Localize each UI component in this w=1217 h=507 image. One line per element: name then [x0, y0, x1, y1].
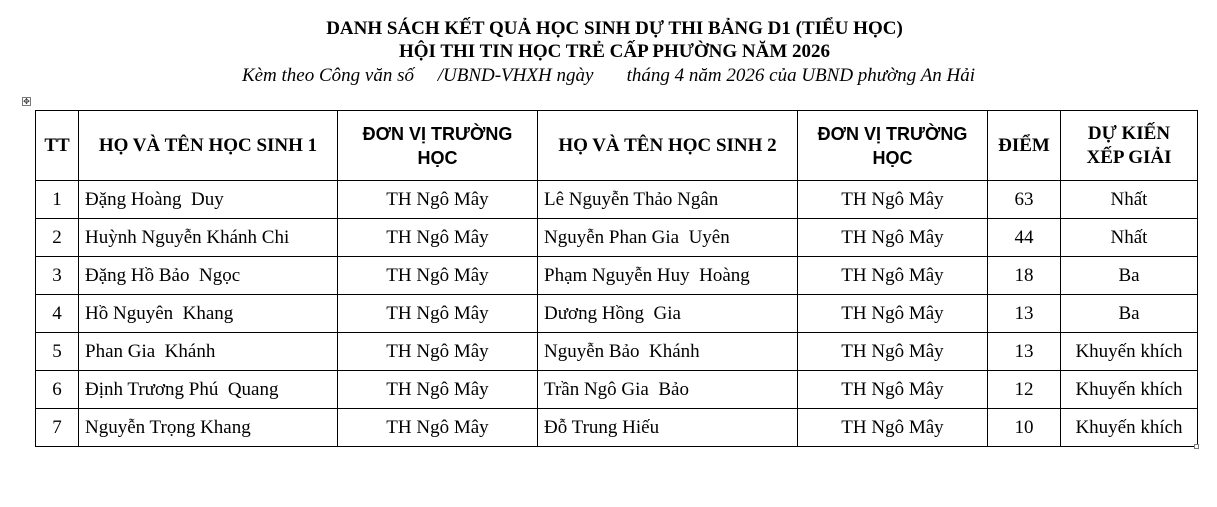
- header-score: ĐIỂM: [988, 111, 1061, 181]
- header-student2-name: HỌ VÀ TÊN HỌC SINH 2: [538, 111, 798, 181]
- row-award: Ba: [1061, 257, 1198, 295]
- row-student1-name: Hồ Nguyên Khang: [79, 295, 338, 333]
- row-award: Ba: [1061, 295, 1198, 333]
- row-student1-name: Đặng Hồ Bảo Ngọc: [79, 257, 338, 295]
- row-score: 12: [988, 371, 1061, 409]
- row-score: 44: [988, 219, 1061, 257]
- row-student1-name: Đặng Hoàng Duy: [79, 181, 338, 219]
- row-school2: TH Ngô Mây: [798, 257, 988, 295]
- document-subtitle-title: HỘI THI TIN HỌC TRẺ CẤP PHƯỜNG NĂM 2026: [398, 41, 831, 62]
- row-school2: TH Ngô Mây: [798, 219, 988, 257]
- table-resize-handle[interactable]: [1194, 444, 1199, 449]
- row-tt: 5: [36, 333, 79, 371]
- row-tt: 1: [36, 181, 79, 219]
- table-row: [36, 257, 1198, 295]
- row-award: Khuyến khích: [1061, 371, 1198, 409]
- row-student2-name: Nguyễn Bảo Khánh: [538, 333, 798, 371]
- table-row: [36, 295, 1198, 333]
- row-award: Khuyến khích: [1061, 333, 1198, 371]
- row-school1: TH Ngô Mây: [338, 219, 538, 257]
- row-student2-name: Nguyễn Phan Gia Uyên: [538, 219, 798, 257]
- row-score: 13: [988, 295, 1061, 333]
- results-table: [35, 110, 1198, 447]
- row-school1: TH Ngô Mây: [338, 371, 538, 409]
- table-row: [36, 371, 1198, 409]
- header-student1-name: HỌ VÀ TÊN HỌC SINH 1: [79, 111, 338, 181]
- row-student2-name: Dương Hồng Gia: [538, 295, 798, 333]
- row-student2-name: Phạm Nguyễn Huy Hoàng: [538, 257, 798, 295]
- row-score: 63: [988, 181, 1061, 219]
- row-score: 10: [988, 409, 1061, 447]
- row-school1: TH Ngô Mây: [338, 181, 538, 219]
- row-school2: TH Ngô Mây: [798, 371, 988, 409]
- row-school2: TH Ngô Mây: [798, 181, 988, 219]
- table-row: [36, 409, 1198, 447]
- header-school2: ĐƠN VỊ TRƯỜNG HỌC: [798, 111, 988, 181]
- document-reference-line: Kèm theo Công văn số /UBND-VHXH ngày tháng 4 năm 2026 của UBND phường An Hải: [241, 65, 976, 86]
- table-header-row: [36, 111, 1198, 181]
- row-score: 13: [988, 333, 1061, 371]
- table-move-handle-icon[interactable]: ✥: [23, 97, 30, 106]
- row-score: 18: [988, 257, 1061, 295]
- row-student1-name: Huỳnh Nguyễn Khánh Chi: [79, 219, 338, 257]
- row-student2-name: Trần Ngô Gia Bảo: [538, 371, 798, 409]
- header-tt: TT: [36, 111, 79, 181]
- row-school1: TH Ngô Mây: [338, 333, 538, 371]
- row-school1: TH Ngô Mây: [338, 295, 538, 333]
- row-award: Nhất: [1061, 219, 1198, 257]
- row-student2-name: Lê Nguyễn Thảo Ngân: [538, 181, 798, 219]
- row-school2: TH Ngô Mây: [798, 295, 988, 333]
- row-student1-name: Nguyễn Trọng Khang: [79, 409, 338, 447]
- row-award: Khuyến khích: [1061, 409, 1198, 447]
- row-award: Nhất: [1061, 181, 1198, 219]
- row-student1-name: Định Trương Phú Quang: [79, 371, 338, 409]
- row-tt: 2: [36, 219, 79, 257]
- row-tt: 3: [36, 257, 79, 295]
- table-row: [36, 333, 1198, 371]
- header-school1: ĐƠN VỊ TRƯỜNG HỌC: [338, 111, 538, 181]
- document-title: DANH SÁCH KẾT QUẢ HỌC SINH DỰ THI BẢNG D1 (TIỂU HỌC): [326, 18, 903, 39]
- row-tt: 6: [36, 371, 79, 409]
- row-school1: TH Ngô Mây: [338, 409, 538, 447]
- row-student2-name: Đỗ Trung Hiếu: [538, 409, 798, 447]
- row-school1: TH Ngô Mây: [338, 257, 538, 295]
- row-tt: 4: [36, 295, 79, 333]
- row-school2: TH Ngô Mây: [798, 409, 988, 447]
- row-school2: TH Ngô Mây: [798, 333, 988, 371]
- header-award: DỰ KIẾN XẾP GIẢI: [1061, 111, 1198, 181]
- row-student1-name: Phan Gia Khánh: [79, 333, 338, 371]
- table-row: [36, 219, 1198, 257]
- row-tt: 7: [36, 409, 79, 447]
- table-row: [36, 181, 1198, 219]
